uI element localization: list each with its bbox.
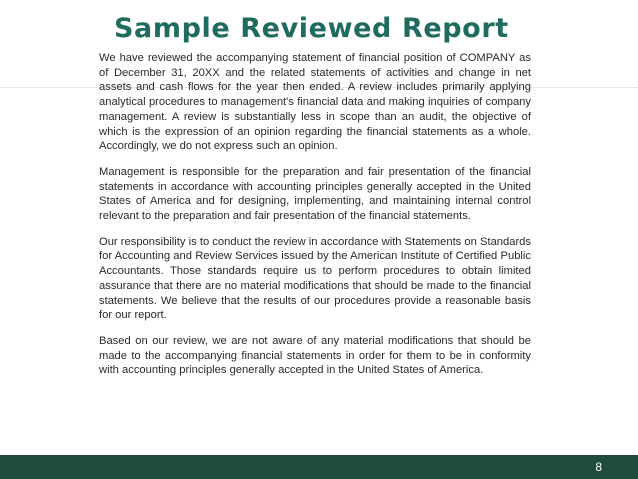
slide-title: Sample Reviewed Report <box>114 13 509 44</box>
report-body <box>99 51 531 378</box>
report-paragraph-accountant-responsibility: Our responsibility is to conduct the review in accordance with Statements on Standards for Accounting and Review Services issued by the American Institute of Certified Public Accountants. Those standards require us to perform procedures to obtain limited assurance that there are no material modifications that should be made to the financial statements. We believe that the results of our procedures provide a reasonable basis for our report. <box>99 235 531 322</box>
report-paragraph-review-scope: We have reviewed the accompanying statement of financial position of COMPANY as of December 31, 20XX and the related statements of activities and change in net assets and cash flows for the year then ended. A review includes primarily applying analytical procedures to management's financial data and making inquiries of company management. A review is substantially less in scope than an audit, the objective of which is the expression of an opinion regarding the financial statements as a whole. Accordingly, we do not express such an opinion. <box>99 52 531 153</box>
page-number: 8 <box>595 460 602 474</box>
report-paragraph-conclusion: Based on our review, we are not aware of any material modifications that should be made to the accompanying financial statements in order for them to be in conformity with accounting principles generally accepted in the United States of America. <box>99 334 531 377</box>
footer-bar <box>0 455 638 479</box>
report-paragraph-management-responsibility: Management is responsible for the preparation and fair presentation of the financial statements in accordance with accounting principles generally accepted in the United States of America and for designing, implementing, and maintaining internal control relevant to the preparation and fair presentation of the financial statements. <box>99 165 531 223</box>
